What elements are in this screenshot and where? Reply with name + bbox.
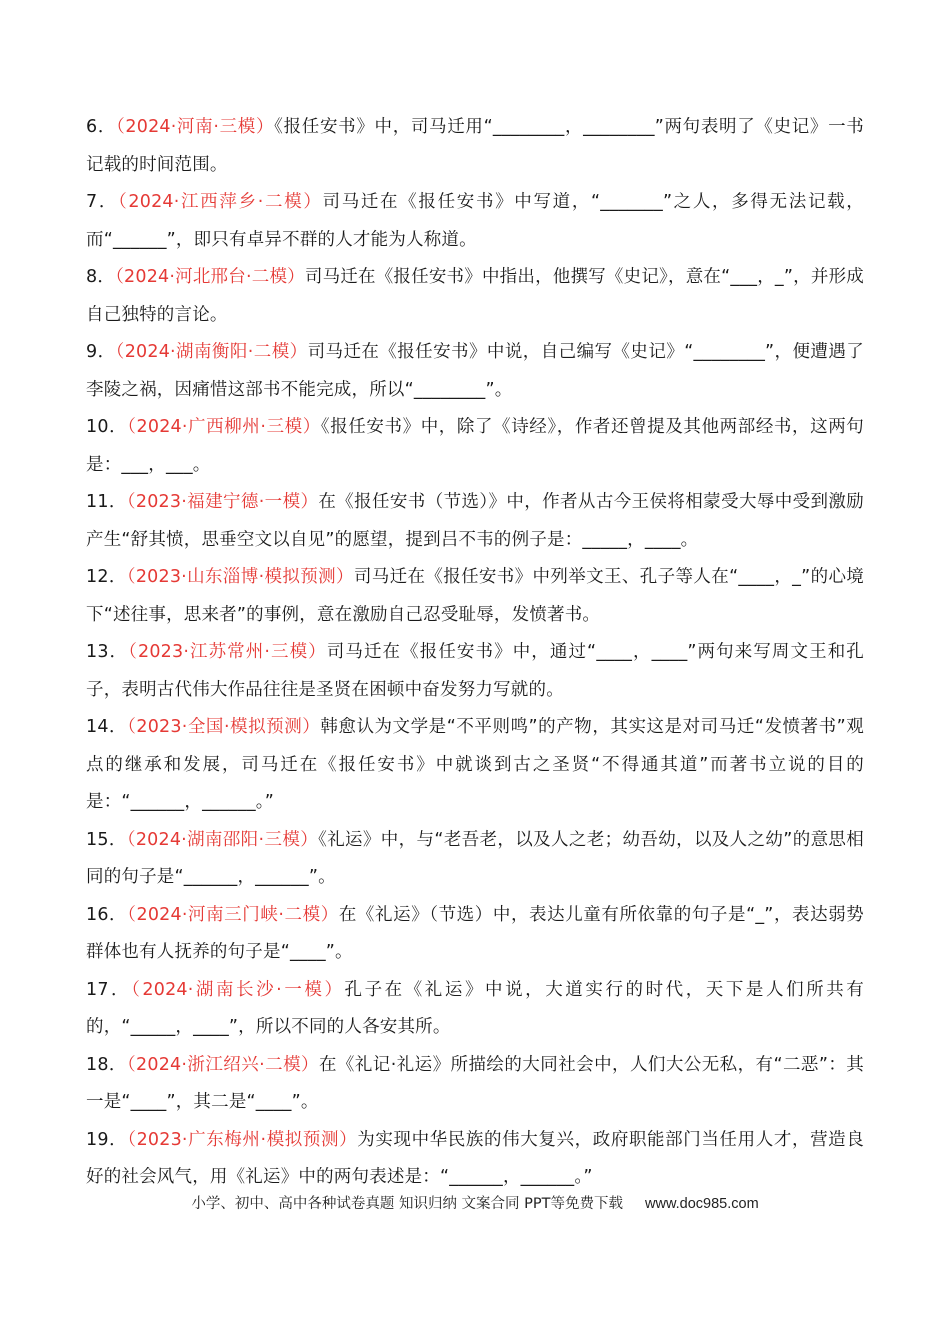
question-source: （2024·湖南衡阳·二模） (115, 342, 308, 362)
question-source: （2024·广西柳州·三模） (127, 417, 321, 437)
question-text: 《礼运》中，与“老吾老，以及人之老；幼吾幼，以及人之幼”的意思相同的句子是“______，______”。 (86, 829, 864, 887)
question-item (86, 109, 864, 184)
question-item (86, 334, 864, 409)
question-text: 孔子在《礼运》中说，大道实行的时代，天下是人们所共有的，“_____，____”，所以不同的人各安其所。 (86, 979, 864, 1037)
footer-link[interactable]: www.doc985.com (645, 1196, 759, 1212)
question-number: 10． (86, 417, 128, 437)
question-number: 8． (86, 267, 116, 287)
question-source: （2023·广东梅州·模拟预测） (127, 1129, 358, 1150)
question-number: 12． (86, 567, 127, 587)
question-item (86, 409, 864, 484)
question-source: （2024·湖南长沙·一模） (131, 979, 345, 1000)
question-number: 7． (86, 192, 118, 212)
question-item (86, 634, 864, 709)
question-number: 9． (86, 342, 116, 362)
question-text: 为实现中华民族的伟大复兴，政府职能部门当任用人才，营造良好的社会风气，用《礼运》中的两句表述是：“______，______。” (86, 1129, 864, 1187)
question-item (86, 484, 864, 559)
footer-text: 小学、初中、高中各种试卷真题 知识归纳 文案合同 PPT等免费下载 (191, 1196, 624, 1212)
question-number: 13． (86, 642, 129, 662)
question-source: （2024·河南三门峡·二模） (127, 904, 339, 925)
question-source: （2023·山东淄博·模拟预测） (126, 567, 354, 587)
question-source: （2024·河南·三模） (116, 117, 275, 137)
question-text: 司马迁在《报任安书》中，通过“____，____”两句来写周文王和孔子，表明古代伟大作品往往是圣贤在困顿中奋发努力写就的。 (86, 642, 864, 700)
question-source: （2023·全国·模拟预测） (127, 717, 321, 737)
question-source: （2024·江西萍乡·二模） (118, 192, 323, 212)
question-number: 15． (86, 829, 127, 850)
question-text: 在《礼运》（节选）中，表达儿童有所依靠的句子是“_”，表达弱势群体也有人抚养的句子是“____”。 (86, 904, 864, 962)
question-number: 19． (86, 1129, 128, 1150)
question-text: 司马迁在《报任安书》中说，自己编写《史记》“________”，便遭遇了李陵之祸，因痛惜这部书不能完成，所以“________”。 (86, 342, 864, 400)
question-number: 14． (86, 717, 128, 737)
question-source: （2023·福建宁德·一模） (126, 492, 319, 512)
question-number: 6． (86, 117, 116, 137)
question-text: 《报任安书》中，除了《诗经》，作者还曾提及其他两部经书，这两句是：___，___。 (86, 417, 865, 475)
question-source: （2024·湖南邵阳·三模） (126, 829, 319, 850)
question-text: 在《礼记·礼运》所描绘的大同社会中，人们大公无私，有“二恶”：其一是“____”，其二是“____”。 (86, 1054, 864, 1112)
question-number: 16． (86, 904, 128, 925)
question-number: 17． (86, 979, 132, 1000)
question-item (86, 897, 864, 972)
question-text: 司马迁在《报任安书》中列举文王、孔子等人在“____，_”的心境下“述往事，思来者”的事例，意在激励自己忍受耻辱，发愤著书。 (86, 567, 865, 625)
question-item (86, 1047, 864, 1122)
question-text: 韩愈认为文学是“不平则鸣”的产物，其实这是对司马迁“发愤著书”观点的继承和发展，司马迁在《报任安书》中就谈到古之圣贤“不得通其道”而著书立说的目的是：“______，______。” (86, 717, 864, 812)
question-source: （2024·河北邢台·二模） (115, 267, 305, 287)
question-item (86, 822, 864, 897)
question-item (86, 972, 864, 1047)
question-item (86, 1122, 864, 1197)
question-list (86, 109, 864, 1197)
question-number: 11． (86, 492, 127, 512)
question-text: 《报任安书》中，司马迁用“________，________”两句表明了《史记》一书记载的时间范围。 (86, 117, 864, 175)
question-number: 18． (86, 1054, 127, 1075)
question-item (86, 184, 864, 259)
question-source: （2024·浙江绍兴·二模） (126, 1054, 319, 1075)
question-text: 在《报任安书（节选）》中，作者从古今王侯将相蒙受大辱中受到激励产生“舒其愤，思垂空文以自见”的愿望，提到吕不韦的例子是：_____，____。 (86, 492, 864, 550)
question-text: 司马迁在《报任安书》中写道，“_______”之人，多得无法记载，而“______”，即只有卓异不群的人才能为人称道。 (86, 192, 864, 250)
question-source: （2023·江苏常州·三模） (128, 642, 327, 662)
page-footer (0, 1192, 950, 1213)
question-item (86, 709, 864, 822)
question-text: 司马迁在《报任安书》中指出，他撰写《史记》，意在“___，_”，并形成自己独特的言论。 (86, 267, 864, 325)
question-item (86, 559, 864, 634)
question-item (86, 259, 864, 334)
